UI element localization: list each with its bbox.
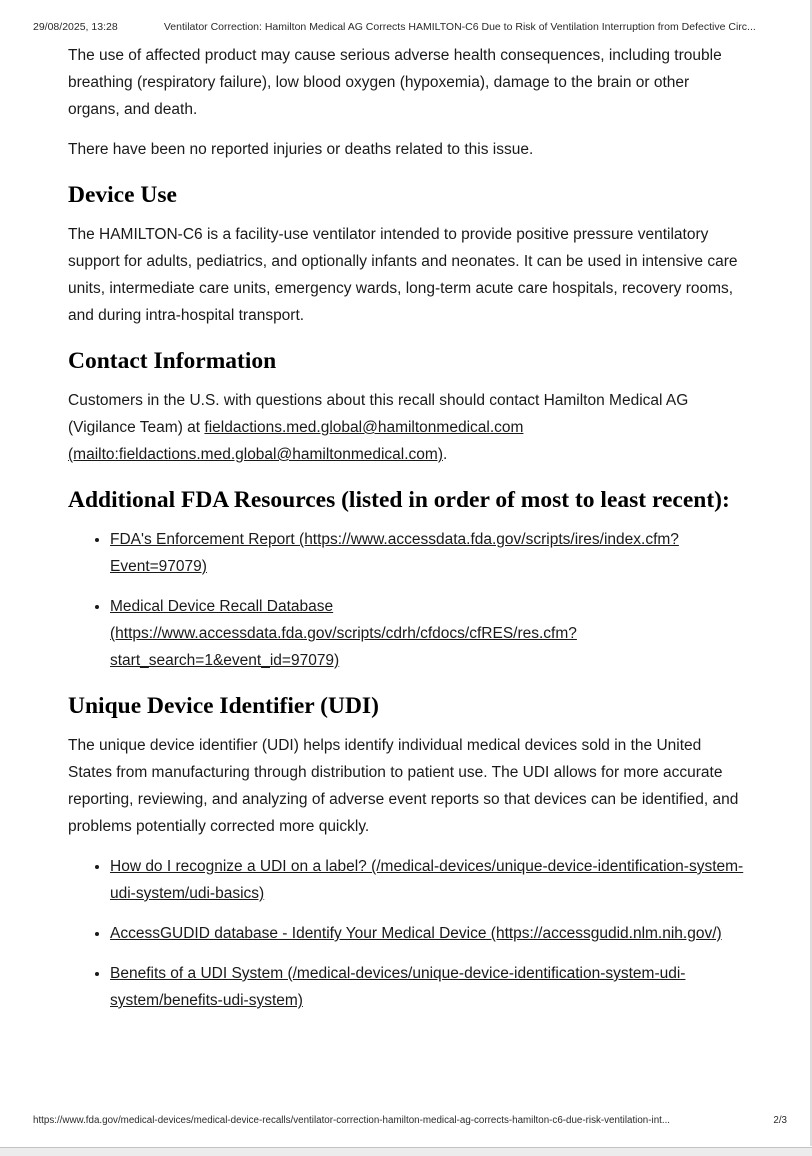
header-document-title: Ventilator Correction: Hamilton Medical AG Corrects HAMILTON-C6 Due to Risk of Ventilation Interruption from Defective Circ... [163,21,756,33]
additional-fda-resources-heading: Additional FDA Resources (listed in order of most to least recent): [68,487,730,513]
contact-mailto-link[interactable]: (mailto:fieldactions.med.global@hamiltonmedical.com) [68,446,443,463]
viewport-bottom-strip [0,1147,812,1156]
contact-paragraph [68,387,745,468]
contact-information-heading: Contact Information [68,348,277,374]
list-item [110,920,745,947]
enforcement-report-link[interactable]: FDA's Enforcement Report (https://www.accessdata.fda.gov/scripts/ires/index.cfm?Event=97079) [110,531,679,575]
contact-text-after: . [442,446,448,463]
intro-paragraph-2: There have been no reported injuries or deaths related to this issue. [68,141,534,158]
udi-links-list [68,853,745,1014]
recall-database-link[interactable]: Medical Device Recall Database (https://www.accessdata.fda.gov/scripts/cdrh/cfdocs/cfRES/res.cfm?start_search=1&event_id=97079) [110,598,577,669]
list-item [110,960,745,1014]
udi-heading: Unique Device Identifier (UDI) [68,693,379,719]
list-item [110,853,745,907]
print-header [33,21,786,33]
device-use-paragraph: The HAMILTON-C6 is a facility-use ventilator intended to provide positive pressure ventilatory support for adults, pediatrics, and optionally infants and neonates. It can be used in intensive care units, intermediate care units, emergency wards, long-term acute care hospitals, recovery rooms, and during intra-hospital transport. [68,226,738,324]
contact-text-before: Customers in the U.S. with questions about this recall should contact Hamilton Medical AG (Vigilance Team) at [68,392,689,436]
footer-source-url: https://www.fda.gov/medical-devices/medical-device-recalls/ventilator-correction-hamilton-medical-ag-corrects-hamilton-c6-due-risk-ventilation-int... [33,1115,671,1126]
accessgudid-link[interactable]: AccessGUDID database - Identify Your Medical Device (https://accessgudid.nlm.nih.gov/) [110,925,722,942]
udi-benefits-link[interactable]: Benefits of a UDI System (/medical-devices/unique-device-identification-system-udi-system/benefits-udi-system) [110,965,686,1009]
fda-resources-list [68,526,745,674]
print-footer [33,1115,787,1126]
list-item [110,526,745,580]
page-number-indicator: 2/3 [773,1115,787,1126]
udi-paragraph: The unique device identifier (UDI) helps identify individual medical devices sold in the United States from manufacturing through distribution to patient use. The UDI allows for more accurate reporting, reviewing, and analyzing of adverse event reports so that devices can be identified, and problems potentially corrected more quickly. [68,737,739,835]
list-item [110,593,745,674]
contact-email-link[interactable]: fieldactions.med.global@hamiltonmedical.com [204,419,524,436]
udi-basics-link[interactable]: How do I recognize a UDI on a label? (/medical-devices/unique-device-identification-system-udi-system/udi-basics) [110,858,744,902]
document-body [68,42,745,1027]
header-datetime: 29/08/2025, 13:28 [33,21,118,33]
device-use-heading: Device Use [68,182,177,208]
intro-paragraph-1: The use of affected product may cause serious adverse health consequences, including trouble breathing (respiratory failure), low blood oxygen (hypoxemia), damage to the brain or other organs, and death. [68,47,722,118]
